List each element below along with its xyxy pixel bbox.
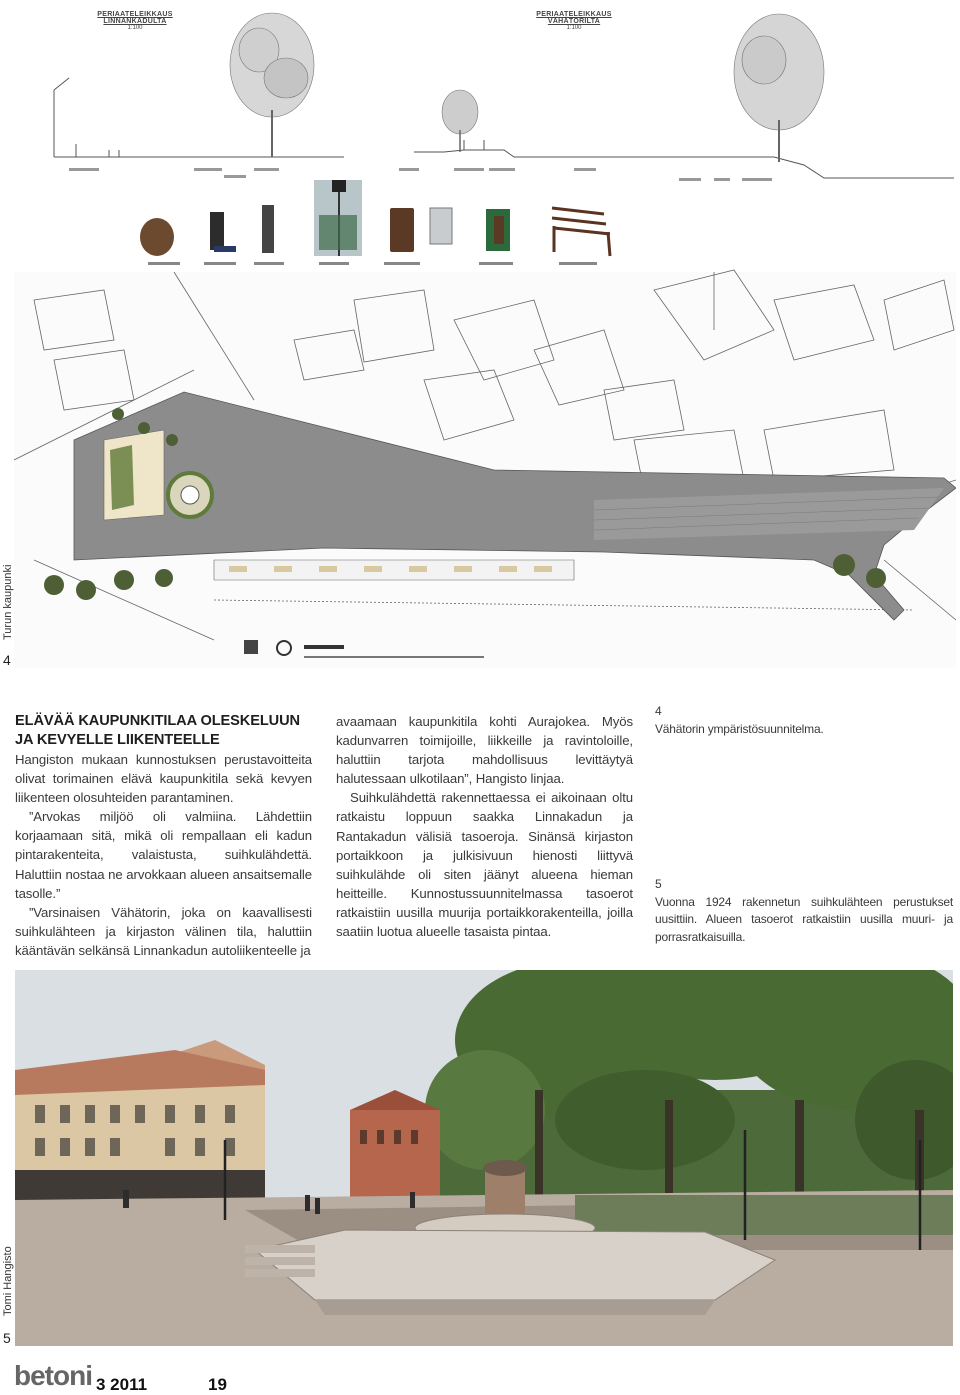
magazine-logo: betoni xyxy=(14,1360,92,1391)
section-scale-right: 1:100 xyxy=(566,25,582,31)
paragraph: Hangiston mukaan kunnostuksen perustavoitteita olivat torimainen elävä kaupunkitila sekä kevyen liikenteen olosuhteiden parantaminen. xyxy=(15,752,312,806)
photo-credit-top: Turun kaupunki xyxy=(2,564,14,640)
paragraph: Suihkulähdettä rakennettaessa ei aikoinaan oltu ratkaistu loppuun saakka Linnakadun ja Rantakadun välisiä tasoeroja. Sinänsä kirjaston portaikkoon ja julkisivuun hienosti liittyvä suihkulähde oli siten jäänyt alueena hieman heitteille. Kunnostussuunnitelmassa tasoerot ratkaistiin uusilla muurija portaikkorakenteilla, joilla saatiin luotua alueelle tasaista pintaa. xyxy=(336,790,633,940)
article-column-1 xyxy=(15,712,312,960)
caption-text: Vähätorin ympäristösuunnitelma. xyxy=(655,721,824,736)
article-column-2 xyxy=(336,712,633,941)
article-headline: ELÄVÄÄ KAUPUNKITILAA OLESKELUUN JA KEVYELLE LIIKENTEELLE xyxy=(15,713,300,748)
section-title-left: PERIAATELEIKKAUS LINNANKADULTA xyxy=(97,11,173,25)
street-furniture-row xyxy=(140,180,610,265)
paragraph: avaamaan kaupunkitila kohti Aurajokea. Myös kadunvarren toimijoille, liikkeille ja ravintoloille, haluttiin tarjota mahdollisuus levittäytyä halutessaan ulkotilaan”, Hangisto linjaa. xyxy=(336,714,633,787)
site-plan-drawing xyxy=(14,0,956,668)
issue-number: 3 2011 xyxy=(96,1375,148,1394)
section-title-right: PERIAATELEIKKAUS VÄHÄTORILTA xyxy=(536,11,612,25)
figure-number-4: 4 xyxy=(3,652,11,668)
caption-text: Vuonna 1924 rakennetun suihkulähteen perustukset uusittiin. Alueen tasoerot ratkaistiin uusilla muuri- ja porrasratkaisuilla. xyxy=(655,894,953,944)
section-trees xyxy=(230,13,824,162)
figure-number-5: 5 xyxy=(3,1330,11,1346)
paragraph: ”Varsinaisen Vähätorin, joka on kaavallisesti suihkulähteen ja kirjaston välinen tila, haluttiin kääntävän selkänsä Linnankadun autoliikenteelle ja xyxy=(15,904,312,958)
page-number: 19 xyxy=(208,1375,227,1394)
paragraph: ”Arvokas miljöö oli valmiina. Lähdettiin korjaamaan sitä, mikä oli rempallaan eli kadun pintarakenteita, valaistusta, suihkulähdettä. Haluttiin nostaa ne arvokkaan alueen ansaitsemalle tasolle.” xyxy=(15,809,312,901)
caption-5 xyxy=(655,876,953,946)
caption-4 xyxy=(655,703,953,738)
section-scale-left: 1:100 xyxy=(127,25,143,31)
caption-number: 4 xyxy=(655,704,662,718)
photo-credit-bottom: Tomi Hangisto xyxy=(2,1246,14,1316)
caption-number: 5 xyxy=(655,877,662,891)
fountain-square-photo xyxy=(15,970,953,1346)
